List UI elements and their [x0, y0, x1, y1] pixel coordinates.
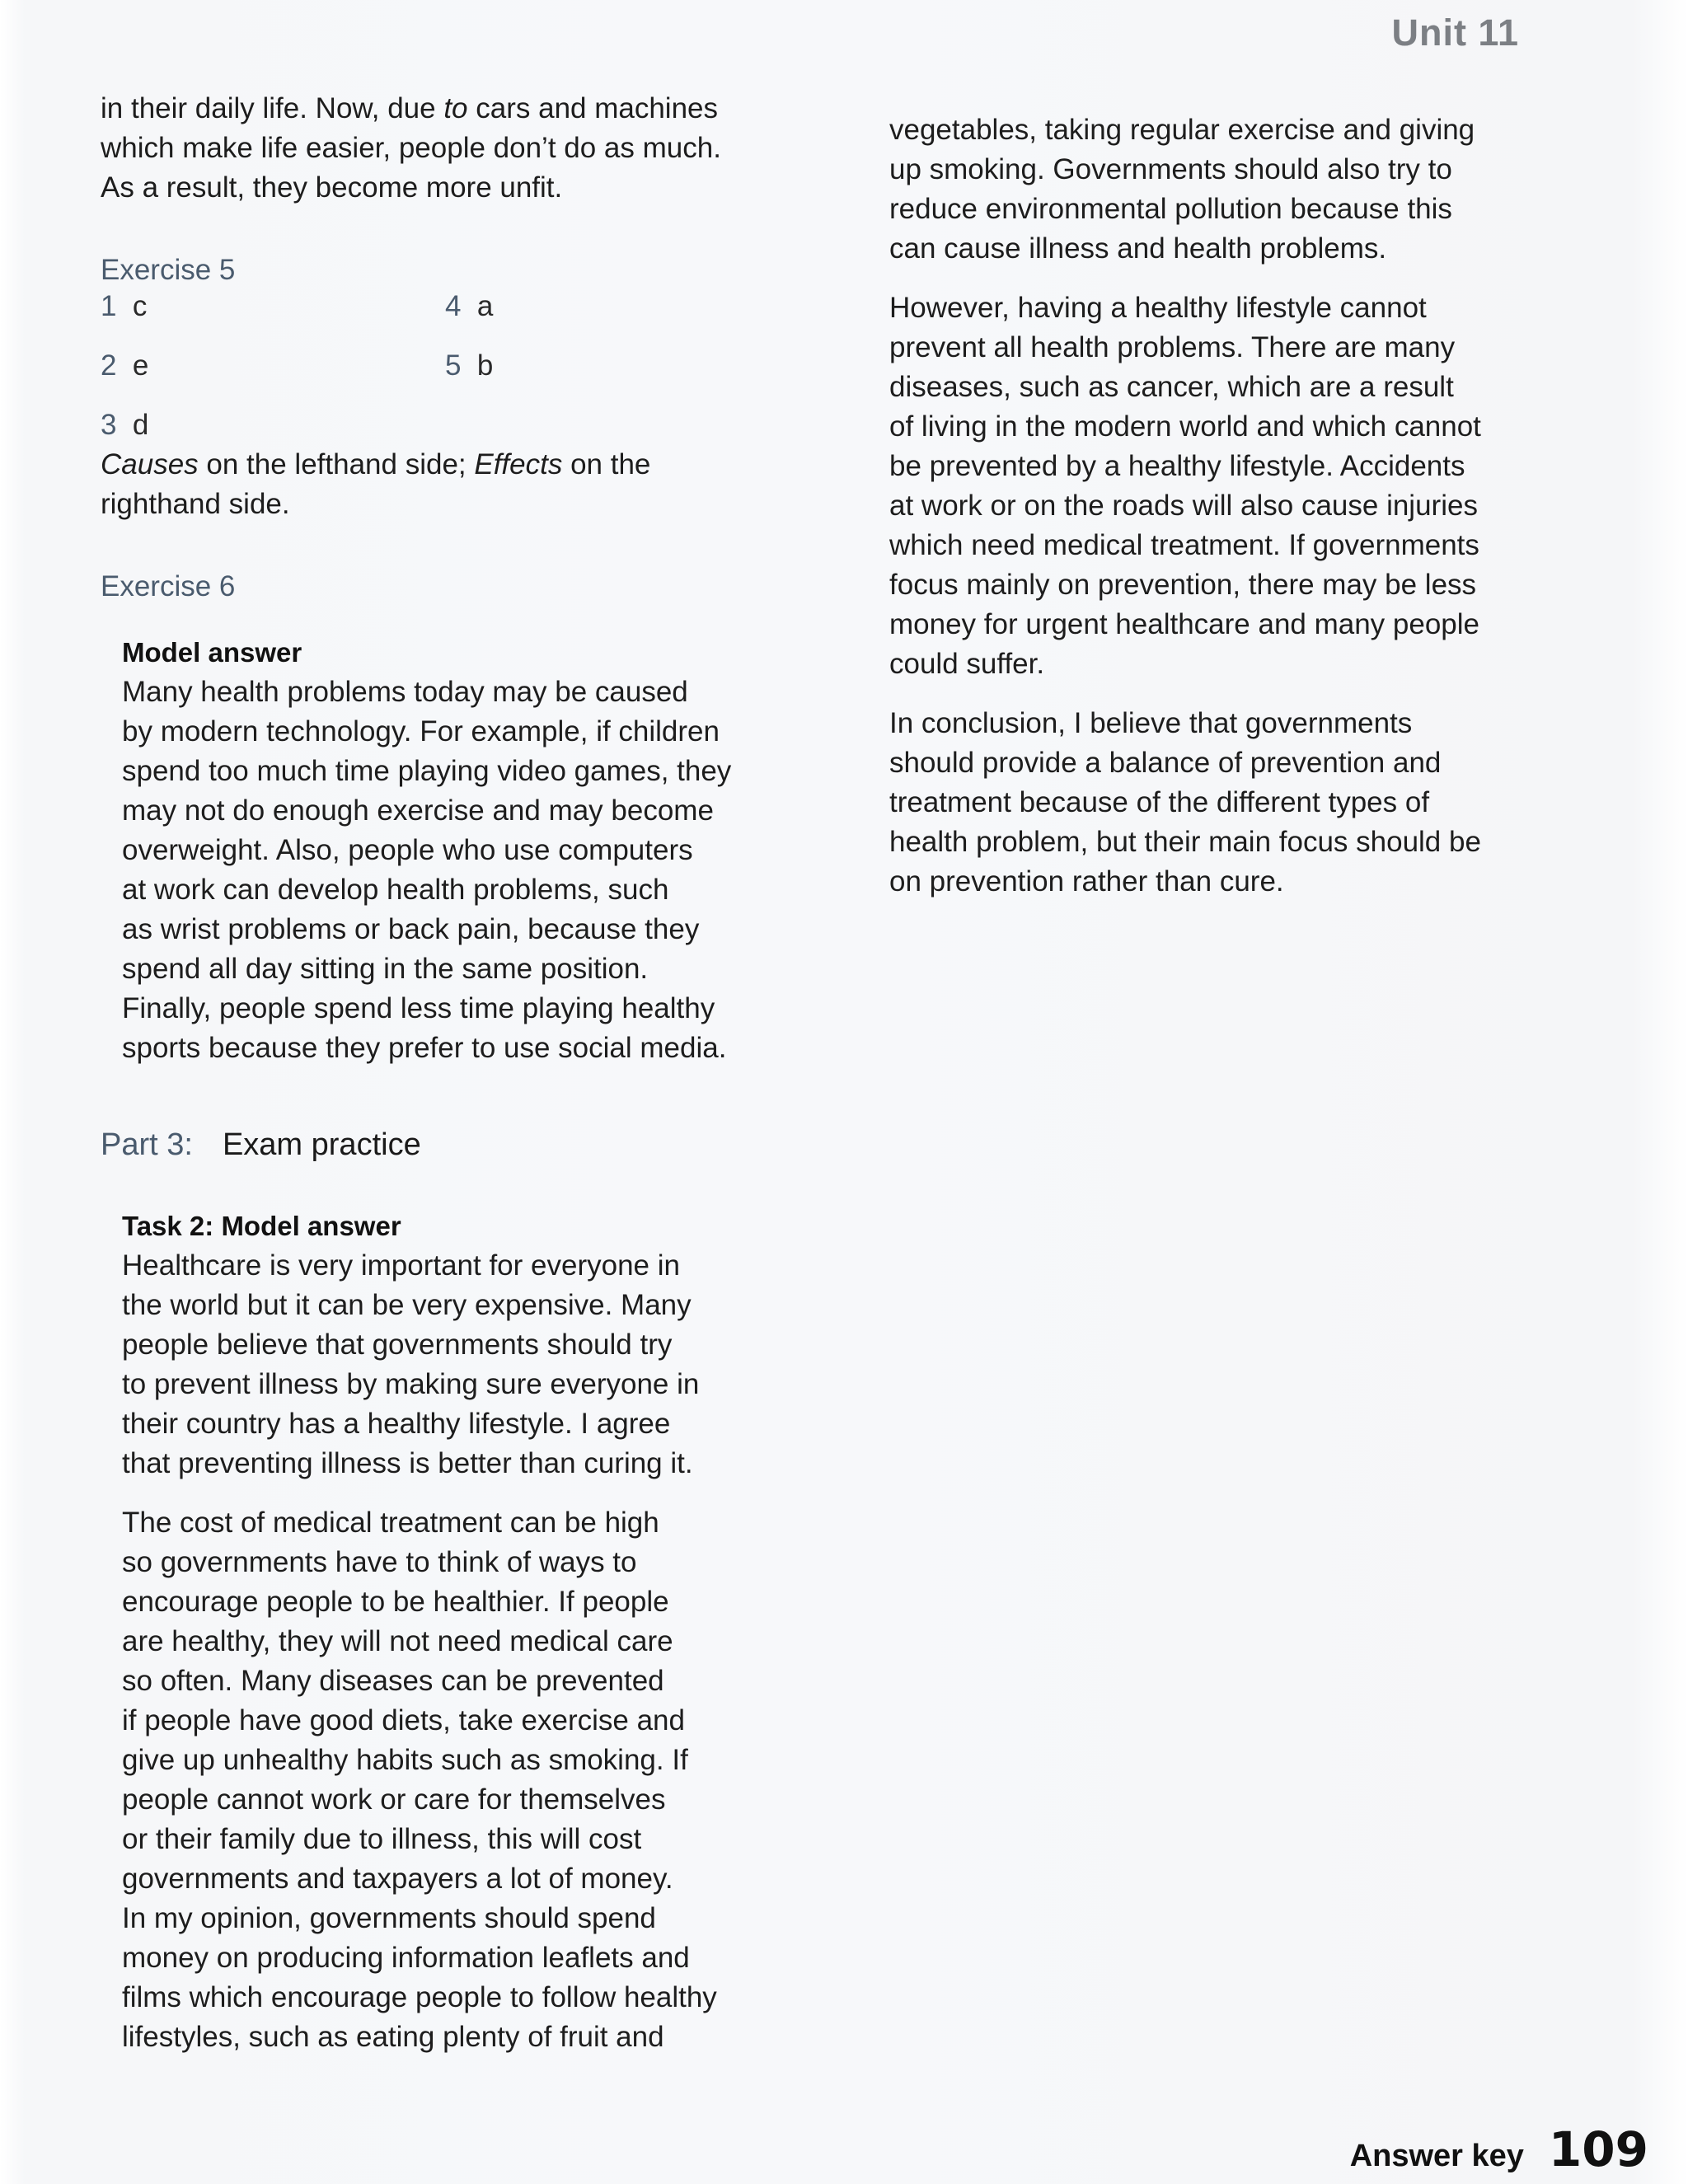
exercise-6-heading: Exercise 6 [101, 570, 236, 602]
unit-title: Unit 11 [1391, 12, 1519, 54]
intro-paragraph [101, 89, 760, 208]
emphasis-text: to [443, 92, 468, 124]
task-2-label: Task 2: Model answer [122, 1211, 401, 1241]
part-3-heading [101, 1127, 421, 1163]
answer-item: 5 b [445, 349, 494, 382]
right-paragraph-2: However, having a healthy lifestyle cannot prevent all health problems. There are many diseases, such as cancer, which are a result of living in the modern world and which cannot be prevented by a healthy lifestyle. Accidents at work or on the roads will also cause injuries which need medical treatment. If governments focus mainly on prevention, there may be less money for urgent healthcare and many people could suffer. [889, 292, 1481, 680]
intro-line: As a result, they become more unfit. [101, 171, 563, 204]
answer-key-label: Answer key [1349, 2139, 1524, 2173]
answer-item: 3 d [101, 409, 149, 441]
right-paragraph-3: In conclusion, I believe that governments should provide a balance of prevention and treatment because of the different types of health problem, but their main focus should be on prevention rather than cure. [889, 707, 1481, 898]
part-number: Part 3: [101, 1127, 193, 1162]
task-2-model-answer [122, 1207, 757, 2057]
task-2-paragraph-1: Healthcare is very important for everyone in the world but it can be very expensive. Many people believe that governments should try to prevent illness by making sure everyone in their country has a healthy lifestyle. I agree that preventing illness is better than curing it. [122, 1249, 700, 1479]
right-paragraph-1: vegetables, taking regular exercise and giving up smoking. Governments should also try to reduce environmental pollution because this can cause illness and health problems. [889, 114, 1475, 265]
exercise-5-heading: Exercise 5 [101, 254, 236, 286]
answer-item: 2 e [101, 349, 149, 382]
answer-item: 4 a [445, 290, 494, 322]
page-footer [1350, 2121, 1648, 2177]
exercise-6-model-answer [122, 633, 757, 1068]
exercise-5-note: Causes on the lefthand side; Effects on the righthand side. [101, 448, 651, 520]
intro-line: in their daily life. Now, due to cars and machines [101, 92, 719, 124]
exercise-5-answers [101, 290, 760, 441]
part-title: Exam practice [222, 1127, 421, 1162]
model-answer-text: Many health problems today may be caused by modern technology. For example, if children spend too much time playing video games, they may not do enough exercise and may become overweight. Also, people who use computers at work can develop health problems, such as wrist problems or back pain, because they spend all day sitting in the same position. Finally, people spend less time playing healthy sports because they prefer to use social media. [122, 676, 732, 1064]
task-2-paragraph-2: The cost of medical treatment can be high so governments have to think of ways to encourage people to be healthier. If people are healthy, they will not need medical care so often. Many diseases can be prevented if people have good diets, take exercise and give up unhealthy habits such as smoking. If people cannot work or care for themselves or their family due to illness, this will cost governments and taxpayers a lot of money. In my opinion, governments should spend money on producing information leaflets and films which encourage people to follow healthy lifestyles, such as eating plenty of fruit and [122, 1507, 717, 2053]
model-answer-label: Model answer [122, 637, 302, 668]
page-number: 109 [1548, 2121, 1648, 2177]
intro-line: which make life easier, people don’t do as much. [101, 132, 721, 164]
right-column [889, 110, 1532, 902]
answer-item: 1 c [101, 290, 148, 322]
